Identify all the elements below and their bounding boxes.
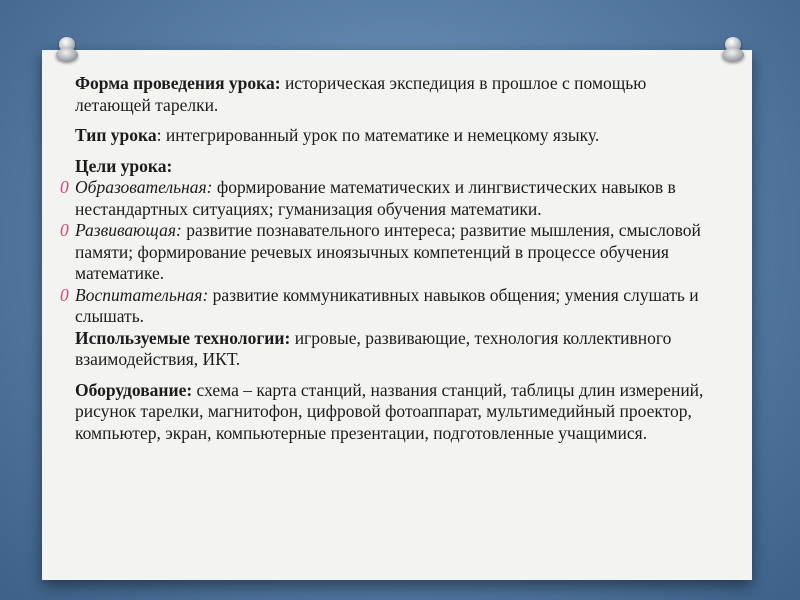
goal-upbringing-label: Воспитательная: — [75, 284, 209, 305]
goal-developmental — [60, 220, 725, 285]
lesson-form-label: Форма проведения урока: — [75, 73, 281, 93]
goal-educational-text: формирование математических и лингвистических навыков в нестандартных ситуациях; гуманизация обучения математики. — [75, 177, 676, 219]
bullet-icon: 0 — [60, 220, 69, 240]
lesson-form-text: историческая экспедиция в прошлое с помощью летающей тарелки. — [75, 73, 647, 115]
pushpin-icon-left — [56, 37, 78, 63]
technologies — [75, 328, 725, 371]
equipment — [75, 380, 725, 445]
equipment-text: схема – карта станций, названия станций, таблицы длин измерений, рисунок тарелки, магнитофон, цифровой фотоаппарат, мультимедийный проектор, компьютер, экран, компьютерные презентации, подготовленные учащимися. — [75, 379, 704, 443]
goals-title: Цели урока: — [75, 155, 173, 176]
bullet-icon: 0 — [60, 284, 69, 305]
goal-educational — [60, 177, 725, 220]
lesson-type — [75, 125, 725, 147]
goal-upbringing-text: развитие коммуникативных навыков общения; умения слушать и слышать. — [75, 284, 699, 326]
bullet-icon: 0 — [60, 177, 69, 197]
equipment-label: Оборудование: — [75, 379, 193, 400]
lesson-type-label: Тип урока — [75, 125, 157, 145]
pushpin-icon-right — [722, 37, 744, 63]
technologies-label: Используемые технологии: — [75, 327, 291, 348]
goal-developmental-text: развитие познавательного интереса; развитие мышления, смысловой памяти; формирование речевых иноязычных компетенций в процессе обучения математике. — [75, 220, 701, 283]
goal-educational-label: Образовательная: — [75, 177, 213, 197]
slide-text — [60, 73, 725, 444]
lesson-type-text: : интегрированный урок по математике и немецкому языку. — [156, 125, 600, 145]
lesson-form — [75, 73, 725, 116]
goal-upbringing — [60, 284, 725, 328]
technologies-text: игровые, развивающие, технология коллективного взаимодействия, ИКТ. — [75, 327, 672, 369]
goal-developmental-label: Развивающая: — [75, 220, 182, 240]
